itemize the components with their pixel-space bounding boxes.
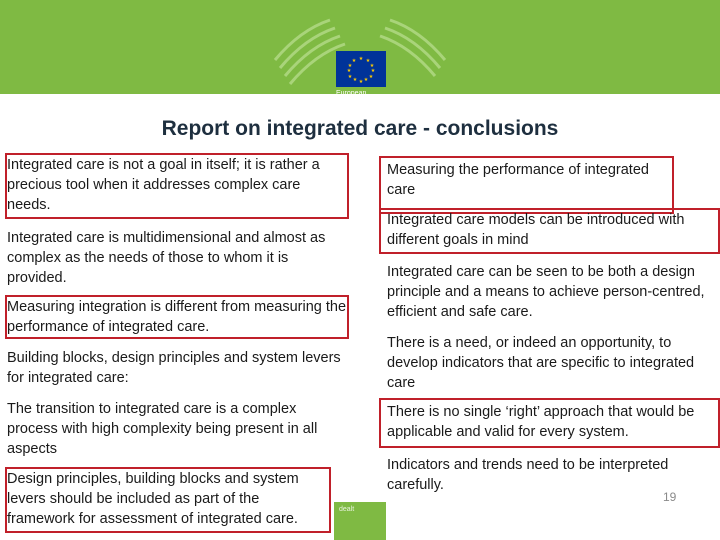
eu-flag-icon: [336, 51, 386, 87]
svg-text:★: ★: [370, 68, 376, 74]
svg-text:★: ★: [352, 77, 358, 83]
left-point-5: The transition to integrated care is a complex process with high complexity being present in all aspects: [7, 401, 318, 457]
left-point-2: Integrated care is multidimensional and almost as complex as the needs of those to whom it is provided.: [7, 230, 326, 286]
right-point-4: There is a need, or indeed an opportunity, to develop indicators that are specific to integrated care: [387, 335, 695, 391]
svg-text:★: ★: [368, 74, 374, 80]
svg-text:★: ★: [358, 56, 364, 62]
slide-title: Report on integrated care - conclusions: [161, 117, 559, 140]
left-point-3: Measuring integration is different from measuring the performance of integrated care.: [7, 299, 347, 335]
european-commission-logo: [300, 16, 430, 110]
right-point-6: Indicators and trends need to be interpreted carefully.: [387, 457, 669, 493]
logo-text-european: European: [336, 90, 367, 97]
svg-text:★: ★: [351, 58, 357, 64]
svg-text:★: ★: [347, 74, 353, 80]
left-point-6: Design principles, building blocks and system levers should be included as part of the framework for assessment of integrated care.: [7, 469, 329, 531]
svg-text:★: ★: [358, 79, 364, 85]
svg-text:★: ★: [363, 77, 369, 83]
header-band: [0, 0, 720, 105]
right-point-1: Measuring the performance of integrated care: [381, 158, 672, 212]
logo-text-commission: Commission: [336, 98, 375, 105]
right-point-2: Integrated care models can be introduced with different goals in mind: [381, 210, 718, 252]
svg-text:★: ★: [346, 68, 352, 74]
right-point-3: Integrated care can be seen to be both a design principle and a means to achieve person-centred, efficient and safe care.: [387, 264, 705, 320]
right-point-5: There is no single ‘right’ approach that would be applicable and valid for every system.: [381, 400, 718, 446]
footer-tab: [334, 502, 386, 540]
footer-tab-text: dealt: [339, 506, 355, 513]
svg-text:★: ★: [365, 58, 371, 64]
page-number: 19: [663, 490, 677, 504]
left-point-4: Building blocks, design principles and system levers for integrated care:: [7, 350, 341, 386]
left-point-1: Integrated care is not a goal in itself; it is rather a precious tool when it addresses complex care needs.: [7, 155, 347, 217]
svg-text:★: ★: [347, 63, 353, 69]
svg-text:★: ★: [369, 63, 375, 69]
